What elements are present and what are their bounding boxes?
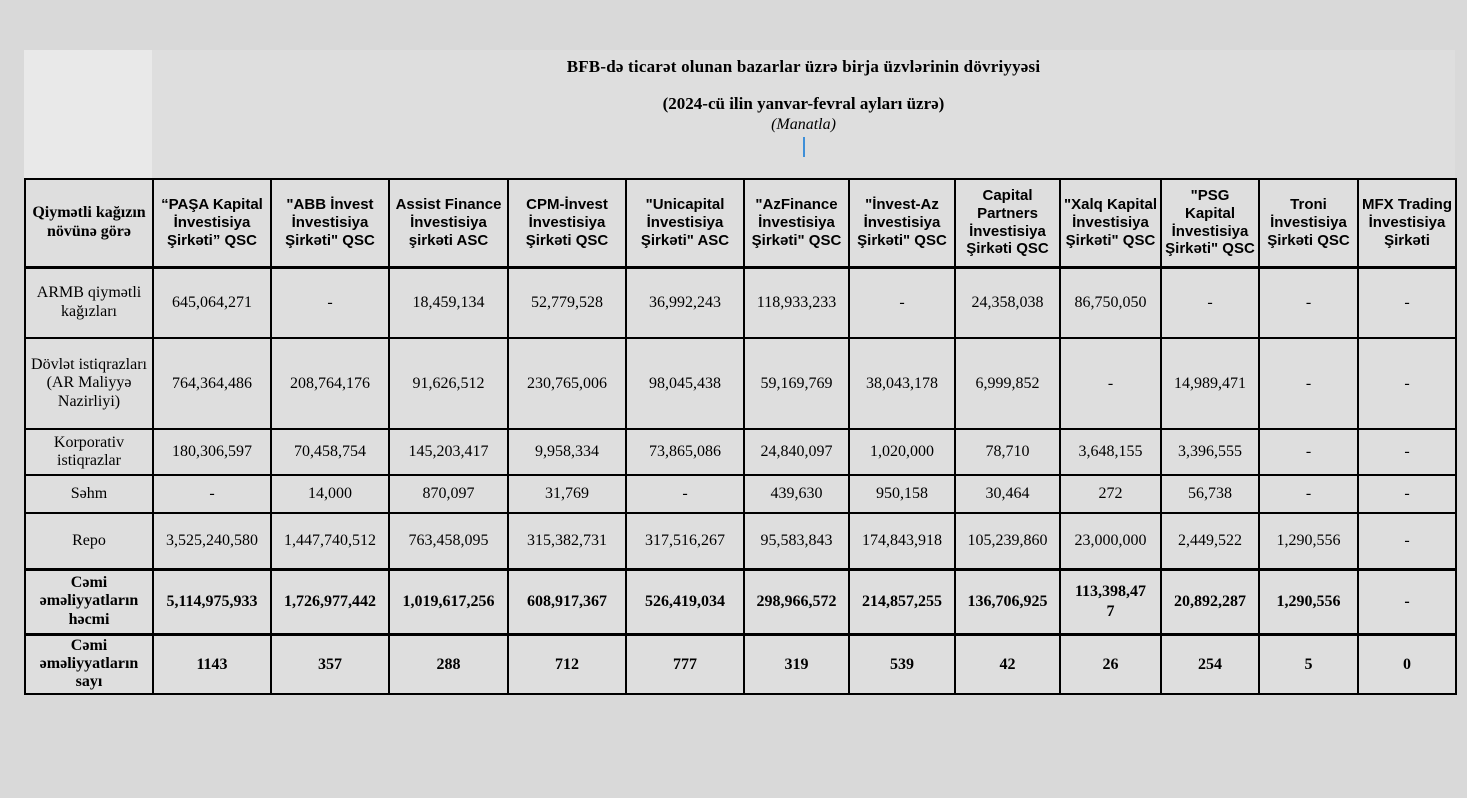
table-row (25, 338, 1456, 429)
data-cell: - (1358, 513, 1456, 569)
data-cell: 86,750,050 (1060, 267, 1161, 338)
data-cell: 31,769 (508, 475, 626, 513)
data-cell: 288 (389, 634, 508, 694)
table-row (25, 634, 1456, 694)
column-header: "PSG Kapital İnvestisiya Şirkəti" QSC (1161, 179, 1259, 267)
data-cell: - (1060, 338, 1161, 429)
title-corner-spacer (24, 50, 152, 178)
data-cell: - (1259, 429, 1358, 475)
data-cell: 0 (1358, 634, 1456, 694)
data-cell: 539 (849, 634, 955, 694)
data-cell: - (849, 267, 955, 338)
data-cell: 1143 (153, 634, 271, 694)
data-cell: - (153, 475, 271, 513)
data-cell: 608,917,367 (508, 569, 626, 634)
data-cell: 52,779,528 (508, 267, 626, 338)
column-header: "İnvest-Az İnvestisiya Şirkəti" QSC (849, 179, 955, 267)
column-header: Assist Finance İnvestisiya şirkəti ASC (389, 179, 508, 267)
table-row (25, 429, 1456, 475)
column-header: "AzFinance İnvestisiya Şirkəti" QSC (744, 179, 849, 267)
data-cell: 645,064,271 (153, 267, 271, 338)
data-cell: 136,706,925 (955, 569, 1060, 634)
data-cell: 3,648,155 (1060, 429, 1161, 475)
data-cell: 14,000 (271, 475, 389, 513)
column-header: “PAŞA Kapital İnvestisiya Şirkəti” QSC (153, 179, 271, 267)
data-cell: - (1259, 267, 1358, 338)
data-cell: 3,396,555 (1161, 429, 1259, 475)
data-cell: 1,019,617,256 (389, 569, 508, 634)
data-cell: 1,290,556 (1259, 569, 1358, 634)
data-cell: 70,458,754 (271, 429, 389, 475)
data-cell: 214,857,255 (849, 569, 955, 634)
data-cell: 78,710 (955, 429, 1060, 475)
data-cell: 317,516,267 (626, 513, 744, 569)
data-cell: 24,358,038 (955, 267, 1060, 338)
row-label: Cəmi əməliyyatların sayı (25, 634, 153, 694)
data-cell: 24,840,097 (744, 429, 849, 475)
data-cell: 870,097 (389, 475, 508, 513)
data-cell: 1,020,000 (849, 429, 955, 475)
data-cell: 113,398,477 (1060, 569, 1161, 634)
data-cell: 42 (955, 634, 1060, 694)
row-label: Repo (25, 513, 153, 569)
data-cell: 105,239,860 (955, 513, 1060, 569)
data-cell: 180,306,597 (153, 429, 271, 475)
data-cell: 26 (1060, 634, 1161, 694)
data-cell: 56,738 (1161, 475, 1259, 513)
data-cell: - (1358, 338, 1456, 429)
data-cell: - (1259, 338, 1358, 429)
row-label: ARMB qiymətli kağızları (25, 267, 153, 338)
data-cell: 9,958,334 (508, 429, 626, 475)
data-cell: 36,992,243 (626, 267, 744, 338)
table-row (25, 569, 1456, 634)
data-cell: 14,989,471 (1161, 338, 1259, 429)
data-cell: 208,764,176 (271, 338, 389, 429)
column-header: "Xalq Kapital İnvestisiya Şirkəti" QSC (1060, 179, 1161, 267)
report-subtitle: (2024-cü ilin yanvar-fevral ayları üzrə) (662, 94, 945, 113)
data-cell: 91,626,512 (389, 338, 508, 429)
report-sheet (24, 50, 1455, 695)
data-cell: 763,458,095 (389, 513, 508, 569)
title-block (24, 50, 1455, 178)
data-cell: 20,892,287 (1161, 569, 1259, 634)
data-cell: 174,843,918 (849, 513, 955, 569)
data-cell: 5,114,975,933 (153, 569, 271, 634)
data-cell: 2,449,522 (1161, 513, 1259, 569)
header-row (25, 179, 1456, 267)
column-header: Troni İnvestisiya Şirkəti QSC (1259, 179, 1358, 267)
data-cell: 526,419,034 (626, 569, 744, 634)
data-cell: 145,203,417 (389, 429, 508, 475)
text-cursor (803, 137, 805, 157)
data-cell: 95,583,843 (744, 513, 849, 569)
data-cell: 5 (1259, 634, 1358, 694)
data-cell: 30,464 (955, 475, 1060, 513)
data-cell: 319 (744, 634, 849, 694)
data-cell: 254 (1161, 634, 1259, 694)
table-row (25, 475, 1456, 513)
data-cell: - (1161, 267, 1259, 338)
data-cell: 950,158 (849, 475, 955, 513)
data-cell: 357 (271, 634, 389, 694)
data-cell: 38,043,178 (849, 338, 955, 429)
column-header: Capital Partners İnvestisiya Şirkəti QSC (955, 179, 1060, 267)
data-cell: 59,169,769 (744, 338, 849, 429)
data-cell: 777 (626, 634, 744, 694)
data-cell: - (1358, 267, 1456, 338)
data-cell: 118,933,233 (744, 267, 849, 338)
column-header: MFX Trading İnvestisiya Şirkəti (1358, 179, 1456, 267)
data-cell: 1,726,977,442 (271, 569, 389, 634)
row-label: Korporativ istiqrazlar (25, 429, 153, 475)
data-cell: - (271, 267, 389, 338)
column-header: "ABB İnvest İnvestisiya Şirkəti" QSC (271, 179, 389, 267)
data-cell: 230,765,006 (508, 338, 626, 429)
row-label: Cəmi əməliyyatların həcmi (25, 569, 153, 634)
data-cell: 712 (508, 634, 626, 694)
data-cell: 298,966,572 (744, 569, 849, 634)
data-cell: 439,630 (744, 475, 849, 513)
data-cell: 764,364,486 (153, 338, 271, 429)
data-cell: - (1358, 569, 1456, 634)
data-cell: 272 (1060, 475, 1161, 513)
data-cell: - (1358, 429, 1456, 475)
data-cell: - (1259, 475, 1358, 513)
data-cell: 23,000,000 (1060, 513, 1161, 569)
report-title: BFB-də ticarət olunan bazarlar üzrə birja üzvlərinin dövriyyəsi (566, 57, 1041, 76)
table-row (25, 513, 1456, 569)
corner-header: Qiymətli kağızın növünə görə (25, 179, 153, 267)
data-cell: 1,290,556 (1259, 513, 1358, 569)
data-cell: - (1358, 475, 1456, 513)
data-cell: 315,382,731 (508, 513, 626, 569)
turnover-table (24, 178, 1457, 695)
report-unit-note: (Manatla) (771, 116, 836, 133)
title-area (152, 50, 1455, 178)
column-header: CPM-İnvest İnvestisiya Şirkəti QSC (508, 179, 626, 267)
data-cell: 6,999,852 (955, 338, 1060, 429)
data-cell: - (626, 475, 744, 513)
data-cell: 73,865,086 (626, 429, 744, 475)
data-cell: 1,447,740,512 (271, 513, 389, 569)
column-header: "Unicapital İnvestisiya Şirkəti" ASC (626, 179, 744, 267)
table-row (25, 267, 1456, 338)
data-cell: 3,525,240,580 (153, 513, 271, 569)
row-label: Səhm (25, 475, 153, 513)
row-label: Dövlət istiqrazları (AR Maliyyə Nazirliyi) (25, 338, 153, 429)
data-cell: 18,459,134 (389, 267, 508, 338)
data-cell: 98,045,438 (626, 338, 744, 429)
